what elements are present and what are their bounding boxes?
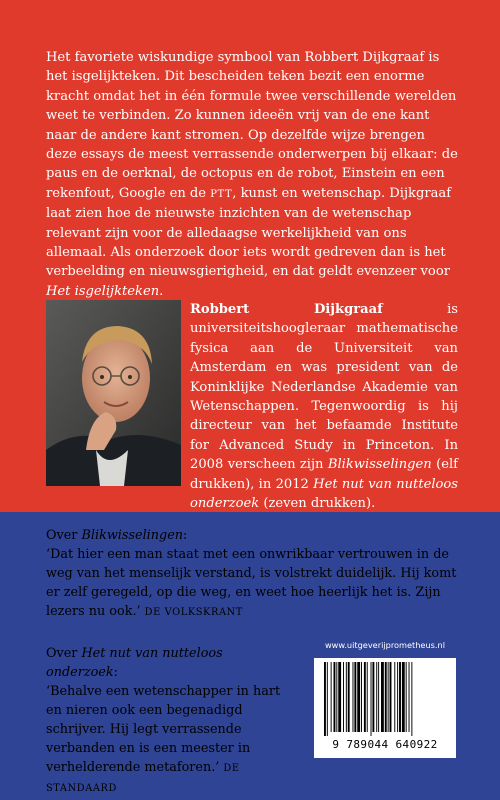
bio-text: is universiteitshoogleraar mathematische fysica aan de Universiteit van Amsterdam en was president van de Koninklijke Nederlandse Akademie van Wetenschappen. Tegenwoordig is hij directeur van het befaamde Institute for Advanced Study in Princeton. In 2008 verscheen zijn <box>190 302 458 473</box>
bio-text-2: (elf drukken), in 2012 <box>190 457 458 492</box>
barcode-bars <box>322 662 448 736</box>
bio-text-3: (zeven drukken). <box>259 496 376 512</box>
author-name: Robbert Dijkgraaf <box>190 302 383 317</box>
author-portrait-image <box>46 300 181 486</box>
review1-colon: : <box>183 528 188 543</box>
isbn-number: 9 789044 640922 <box>332 738 438 751</box>
author-photo <box>46 300 181 486</box>
intro-paragraph <box>46 48 458 301</box>
intro-end: . <box>159 283 164 299</box>
review2-colon: : <box>113 665 118 680</box>
review2-over: Over <box>46 646 82 661</box>
bio-book-title-1: Blikwisselingen <box>327 457 432 473</box>
review2-book-title: Het nut van nutteloos onderzoek <box>46 646 223 680</box>
intro-text-continued: , kunst en wetenschap. Dijkgraaf laat zien hoe de nieuwste inzichten van de wetenschap relevant zijn voor de alledaagse werkelijkheid van ons allemaal. Als onderzoek door iets wordt gedreven dan is het verbeelding en nieuwsgierigheid, en dat geldt evenzeer voor <box>46 185 452 280</box>
review1-book-title: Blikwisselingen <box>81 528 184 543</box>
review2-source: DE STANDAARD <box>46 763 240 794</box>
review2-quote: ‘Behalve een wetenschapper in hart en nieren ook een begenadigd schrijver. Hij legt verrassende verbanden en is een meester in verhelderende metaforen.’ <box>46 684 281 775</box>
publisher-url: www.uitgeverijprometheus.nl <box>324 640 445 650</box>
review-blikwisselingen <box>46 526 458 622</box>
barcode-panel <box>314 658 456 758</box>
review-nut-van-nutteloos-onderzoek <box>46 644 296 798</box>
review1-quote: ‘Dat hier een man staat met een onwrikbaar vertrouwen in de weg van het menselijk verstand, is volstrekt duidelijk. Hij komt er zelf geregeld, op die weg, en weet hoe heerlijk het is. Zijn lezers nu ook.’ <box>46 547 457 619</box>
intro-book-title: Het isgelijkteken <box>46 283 160 299</box>
intro-ptt: PTT <box>210 188 233 200</box>
barcode-block <box>310 640 460 760</box>
intro-text: Het favoriete wiskundige symbool van Robbert Dijkgraaf is het isgelijkteken. Dit bescheiden teken bezit een enorme kracht omdat het in één formule twee verschillende werelden weet te verbinden. Zo kunnen ideeën vrij van de ene kant naar de andere kant stromen. Op dezelfde wijze brengen deze essays de meest verrassende onderwerpen bij elkaar: de paus en de oerknal, de octopus en de robot, Einstein en een rekenfout, Google en de <box>46 50 458 201</box>
review1-source: DE VOLKSKRANT <box>144 607 243 618</box>
bio-book-title-2: Het nut van nutteloos onderzoek <box>190 476 458 512</box>
author-bio <box>190 300 458 513</box>
review1-over: Over <box>46 528 82 543</box>
